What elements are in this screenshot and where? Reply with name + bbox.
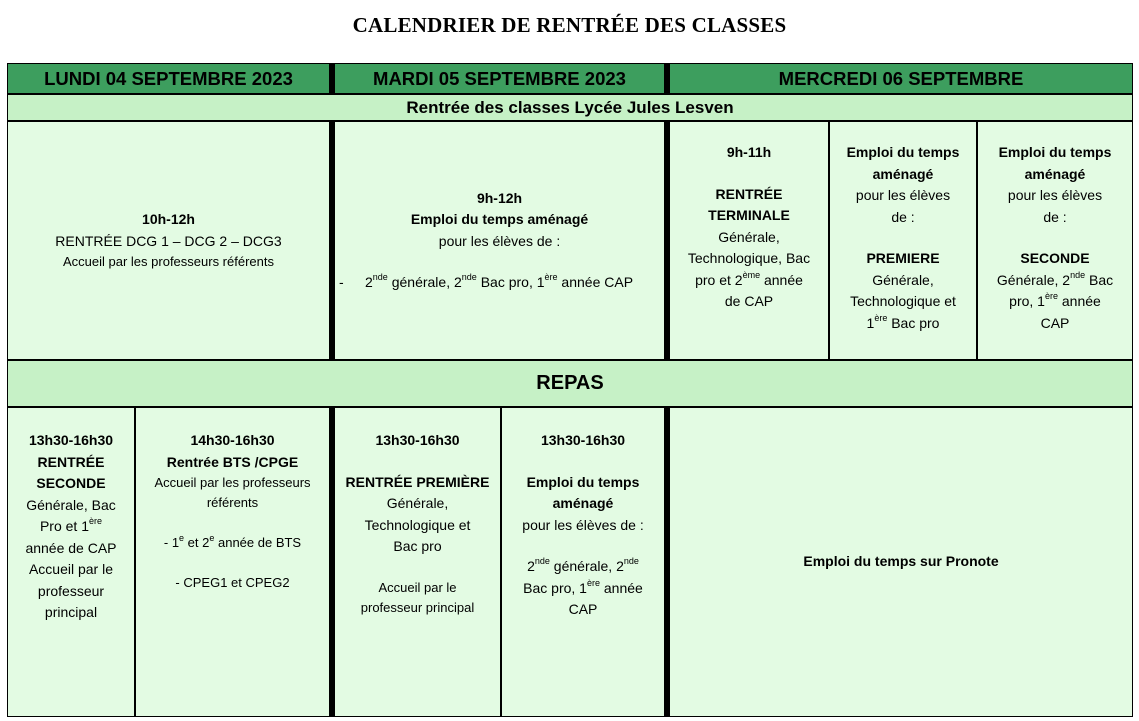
premiere-intro-2: de :	[891, 208, 915, 225]
tue-emploi-title-1: Emploi du temps	[526, 473, 640, 490]
text-part: Bac pro, 1	[476, 274, 545, 290]
seconde-line-2	[978, 291, 1132, 313]
text-part: générale, 2	[549, 558, 624, 574]
tue-premiere-time: 13h30-16h30	[375, 432, 460, 448]
superscript: nde	[623, 556, 639, 567]
bts-item-2: - CPEG1 et CPEG2	[175, 575, 290, 590]
wednesday-pronote-text: Emploi du temps sur Pronote	[803, 553, 999, 570]
morning-monday-time: 10h-12h	[142, 211, 195, 227]
afternoon-wednesday-cell	[670, 408, 1132, 716]
seconde-level: SECONDE	[1020, 250, 1090, 266]
afternoon-tue-emploi-cell	[502, 408, 664, 716]
morning-monday-title: RENTRÉE DCG 1 – DCG 2 – DCG3	[55, 232, 282, 249]
morning-tuesday-cell	[335, 122, 664, 359]
afternoon-mon-seconde-cell	[8, 408, 134, 716]
text-part: Pro et 1	[39, 518, 89, 534]
text-part: année	[600, 579, 643, 596]
tue-emploi-title-2: aménagé	[552, 495, 614, 511]
premiere-title-1: Emploi du temps	[846, 144, 960, 160]
terminale-line-4: de CAP	[724, 293, 774, 309]
header-wednesday	[670, 64, 1132, 93]
page-title: CALENDRIER DE RENTRÉE DES CLASSES	[352, 13, 787, 37]
text-part: pro, 1	[1009, 293, 1045, 309]
text-part: Bac pro, 1	[523, 579, 587, 596]
tue-emploi-time: 13h30-16h30	[540, 432, 626, 448]
aft-seconde-time: 13h30-16h30	[28, 432, 114, 448]
premiere-line-3	[830, 313, 976, 335]
superscript: ère	[586, 577, 600, 588]
morning-wed-seconde-cell	[978, 122, 1132, 359]
morning-tuesday-title: Emploi du temps aménagé	[410, 211, 589, 227]
header-tuesday	[335, 64, 664, 93]
superscript: e	[179, 532, 185, 543]
superscript: nde	[372, 272, 388, 283]
aft-seconde-line-1: Générale, Bac	[26, 496, 116, 513]
premiere-line-1: Générale,	[872, 271, 934, 288]
aft-seconde-line-5: professeur	[37, 582, 105, 599]
bts-note-2: référents	[206, 495, 259, 510]
aft-seconde-title-2: SECONDE	[36, 475, 106, 491]
aft-seconde-line-3: année de CAP	[25, 539, 117, 556]
afternoon-tue-premiere-cell	[335, 408, 500, 716]
superscript: nde	[1070, 269, 1086, 280]
terminale-time: 9h-11h	[726, 144, 772, 160]
tue-premiere-title: RENTRÉE PREMIÈRE	[345, 473, 490, 490]
text-part: année de BTS	[214, 535, 302, 550]
bts-item-1	[136, 533, 329, 553]
tue-emploi-line-3: CAP	[568, 601, 598, 617]
morning-tuesday-intro: pour les élèves de :	[438, 232, 561, 249]
seconde-intro-2: de :	[1043, 208, 1067, 225]
superscript: nde	[461, 272, 477, 283]
text-part: 1	[866, 314, 875, 331]
premiere-line-2: Technologique et	[850, 293, 956, 309]
morning-wed-terminale-cell	[670, 122, 828, 359]
tue-emploi-line-2	[502, 578, 664, 600]
text-part: Générale, 2	[996, 271, 1071, 288]
seconde-line-3: CAP	[1040, 314, 1070, 331]
header-monday	[8, 64, 329, 93]
aft-seconde-title-1: RENTRÉE	[37, 453, 105, 470]
seconde-title-2: aménagé	[1024, 165, 1086, 182]
terminale-line-3	[670, 270, 828, 292]
bts-note-1: Accueil par les professeurs	[154, 475, 311, 490]
tue-premiere-note-2: professeur principal	[360, 599, 475, 615]
bts-time: 14h30-16h30	[190, 432, 275, 448]
tue-emploi-line-1	[502, 556, 664, 578]
tue-premiere-line-1: Générale,	[386, 495, 449, 511]
text-part: générale, 2	[387, 274, 462, 290]
superscript: ème	[742, 269, 761, 280]
superscript: nde	[534, 556, 550, 567]
text-part: année	[1058, 293, 1101, 309]
text-part: et 2	[184, 535, 210, 550]
tue-emploi-intro: pour les élèves de :	[522, 516, 644, 533]
terminale-line-1: Générale,	[718, 228, 780, 245]
terminale-line-2: Technologique, Bac	[687, 250, 811, 266]
banner-label: Rentrée des classes Lycée Jules Lesven	[406, 97, 734, 117]
header-wednesday-label: MERCREDI 06 SEPTEMBRE	[778, 67, 1024, 89]
seconde-line-1	[978, 270, 1132, 292]
text-part: année	[760, 271, 803, 288]
calendar-table	[7, 63, 1133, 717]
superscript: ère	[544, 272, 558, 283]
text-part: - 1	[163, 535, 180, 550]
premiere-title-2: aménagé	[872, 165, 934, 182]
header-tuesday-label: MARDI 05 SEPTEMBRE 2023	[373, 67, 626, 89]
aft-seconde-line-6: principal	[44, 604, 98, 620]
seconde-title-1: Emploi du temps	[998, 144, 1112, 160]
repas-label: REPAS	[536, 371, 604, 394]
morning-tuesday-time: 9h-12h	[476, 189, 523, 206]
terminale-title-1: RENTRÉE	[715, 185, 783, 202]
bts-title: Rentrée BTS /CPGE	[166, 453, 299, 470]
morning-wed-premiere-cell	[830, 122, 976, 359]
text-part: Bac pro	[887, 314, 940, 331]
seconde-intro-1: pour les élèves	[1007, 187, 1103, 203]
tue-premiere-note-1: Accueil par le	[378, 579, 457, 595]
morning-tuesday-list-text	[365, 272, 664, 294]
morning-monday-note: Accueil par les professeurs référents	[63, 254, 274, 269]
tue-premiere-line-2: Technologique et	[364, 516, 471, 533]
afternoon-mon-bts-cell	[136, 408, 329, 716]
aft-seconde-line-2	[8, 516, 134, 538]
tue-premiere-line-3: Bac pro	[393, 538, 442, 554]
terminale-title-2: TERMINALE	[708, 207, 790, 223]
header-monday-label: LUNDI 04 SEPTEMBRE 2023	[44, 67, 293, 89]
superscript: ère	[874, 312, 888, 323]
banner-row	[8, 95, 1132, 120]
list-dash: -	[339, 274, 344, 290]
premiere-intro-1: pour les élèves	[855, 187, 951, 203]
text-part: pro et 2	[695, 271, 743, 288]
superscript: ère	[89, 516, 103, 527]
text-part: année CAP	[557, 274, 634, 290]
aft-seconde-line-4: Accueil par le	[28, 561, 114, 577]
morning-monday-cell	[8, 122, 329, 359]
repas-row	[8, 361, 1132, 406]
morning-tuesday-list-item	[335, 272, 664, 294]
text-part: 2	[365, 274, 373, 290]
text-part: Bac	[1085, 271, 1114, 288]
superscript: e	[209, 532, 215, 543]
text-part: 2	[527, 558, 535, 574]
premiere-level: PREMIERE	[866, 250, 940, 266]
superscript: ère	[1044, 291, 1058, 302]
